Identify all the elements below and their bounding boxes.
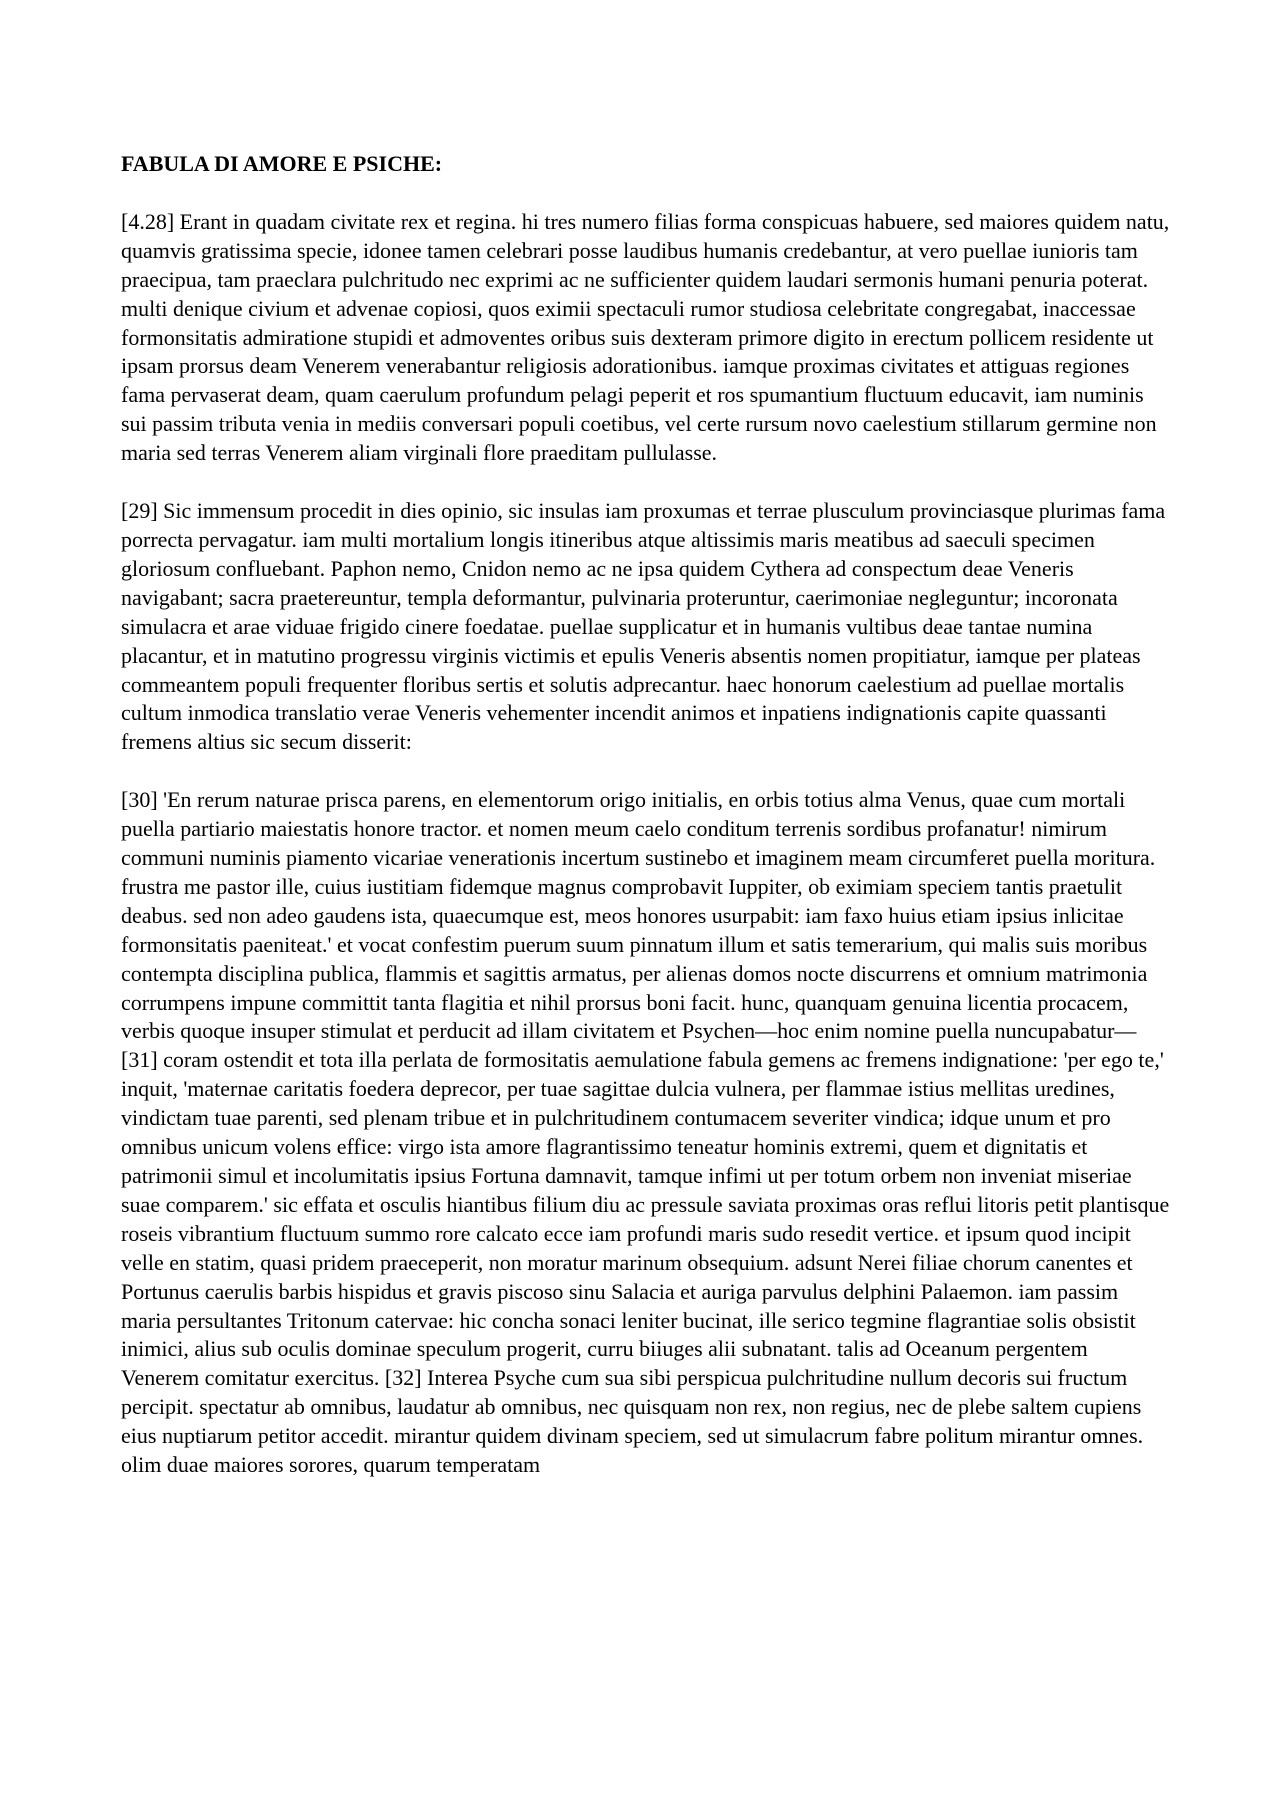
document-title: FABULA DI AMORE E PSICHE: — [121, 151, 443, 176]
paragraph-4-28: [4.28] Erant in quadam civitate rex et regina. hi tres numero filias forma conspicuas habuere, sed maiores quidem natu, quamvis gratissima specie, idonee tamen celebrari posse laudibus humanis credebantur, at vero puellae iunioris tam praecipua, tam praeclara pulchritudo nec exprimi ac ne sufficienter quidem laudari sermonis humani penuria poterat. multi denique civium et advenae copiosi, quos eximii spectaculi rumor studiosa celebritate congregabat, inaccessae formonsitatis admiratione stupidi et admoventes oribus suis dexteram primore digito in erectum pollicem residente ut ipsam prorsus deam Venerem venerabantur religiosis adorationibus. iamque proximas civitates et attiguas regiones fama pervaserat deam, quam caerulum profundum pelagi peperit et ros spumantium fluctuum educavit, iam numinis sui passim tributa venia in mediis conversari populi coetibus, vel certe rursum novo caelestium stillarum germine non maria sed terras Venerem aliam virginali flore praeditam pullulasse. — [121, 208, 1170, 466]
paragraph-30: [30] 'En rerum naturae prisca parens, en elementorum origo initialis, en orbis totius alma Venus, quae cum mortali puella partiario maiestatis honore tractor. et nomen meum caelo conditum terrenis sordibus profanatur! nimirum communi numinis piamento vicariae venerationis incertum sustinebo et imaginem meam circumferet puella moritura. frustra me pastor ille, cuius iustitiam fidemque magnus comprobavit Iuppiter, ob eximiam speciem tantis praetulit deabus. sed non adeo gaudens ista, quaecumque est, meos honores usurpabit: iam faxo huius etiam ipsius inlicitae formonsitatis paeniteat.' et vocat confestim puerum suum pinnatum illum et satis temerarium, qui malis suis moribus contempta disciplina publica, flammis et sagittis armatus, per alienas domos nocte discurrens et omnium matrimonia corrumpens impune committit tanta flagitia et nihil prorsus boni facit. hunc, quanquam genuina licentia procacem, verbis quoque insuper stimulat et perducit ad illam civitatem et Psychen—hoc enim nomine puella nuncupabatur—[31] coram ostendit et tota illa perlata de formositatis aemulatione fabula gemens ac fremens indignatione: 'per ego te,' inquit, 'maternae caritatis foedera deprecor, per tuae sagittae dulcia vulnera, per flammae istius mellitas uredines, vindictam tuae parenti, sed plenam tribue et in pulchritudinem contumacem severiter vindica; idque unum et pro omnibus unicum volens effice: virgo ista amore flagrantissimo teneatur hominis extremi, quem et dignitatis et patrimonii simul et incolumitatis ipsius Fortuna damnavit, tamque infimi ut per totum orbem non inveniat miseriae suae comparem.' sic effata et osculis hiantibus filium diu ac pressule saviata proximas oras reflui litoris petit plantisque roseis vibrantium fluctuum summo rore calcato ecce iam profundi maris sudo resedit vertice. et ipsum quod incipit velle en statim, quasi pridem praeceperit, non moratur marinum obsequium. adsunt Nerei filiae chorum canentes et Portunus caerulis barbis hispidus et gravis piscoso sinu Salacia et auriga parvulus delphini Palaemon. iam passim maria persultantes Tritonum catervae: hic concha sonaci leniter bucinat, ille serico tegmine flagrantiae solis obsistit inimici, alius sub oculis dominae speculum progerit, curru biiuges alii subnatant. talis ad Oceanum pergentem Venerem comitatur exercitus. [32] Interea Psyche cum sua sibi perspicua pulchritudine nullum decoris sui fructum percipit. spectatur ab omnibus, laudatur ab omnibus, nec quisquam non rex, non regius, nec de plebe saltem cupiens eius nuptiarum petitor accedit. mirantur quidem divinam speciem, sed ut simulacrum fabre politum mirantur omnes. olim duae maiores sorores, quarum temperatam — [121, 787, 1170, 1478]
document-page — [121, 150, 1171, 1480]
paragraph-29: [29] Sic immensum procedit in dies opinio, sic insulas iam proxumas et terrae plusculum provinciasque plurimas fama porrecta pervagatur. iam multi mortalium longis itineribus atque altissimis maris meatibus ad saeculi specimen gloriosum confluebant. Paphon nemo, Cnidon nemo ac ne ipsa quidem Cythera ad conspectum deae Veneris navigabant; sacra praetereuntur, templa deformantur, pulvinaria proteruntur, caerimoniae negleguntur; incoronata simulacra et arae viduae frigido cinere foedatae. puellae supplicatur et in humanis vultibus deae tantae numina placantur, et in matutino progressu virginis victimis et epulis Veneris absentis nomen propitiatur, iamque per plateas commeantem populi frequenter floribus sertis et solutis adprecantur. haec honorum caelestium ad puellae mortalis cultum inmodica translatio verae Veneris vehementer incendit animos et inpatiens indignationis capite quassanti fremens altius sic secum disserit: — [121, 498, 1166, 755]
